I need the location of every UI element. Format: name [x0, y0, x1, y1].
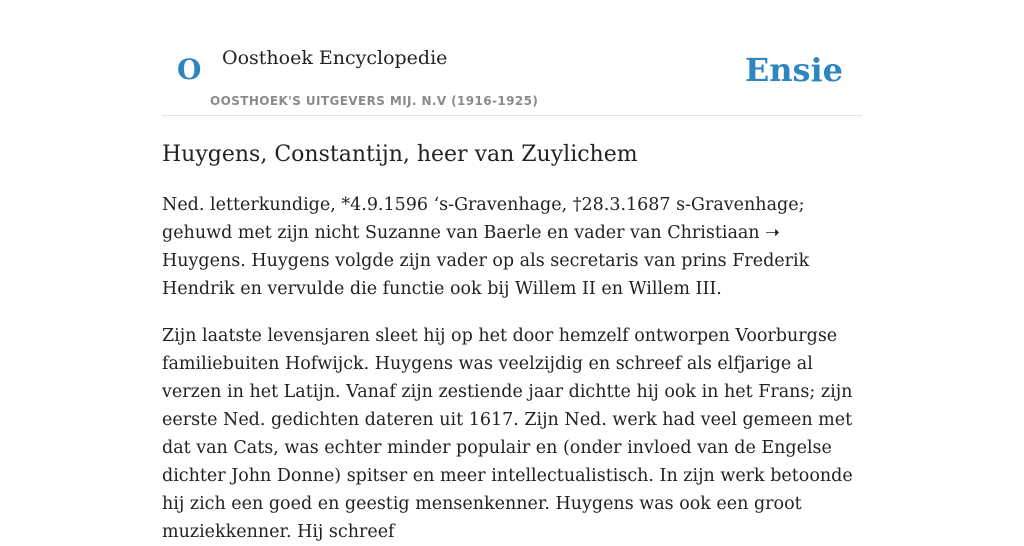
ensie-logo-link[interactable]: Ensie — [744, 51, 843, 89]
paragraph-text: . Huygens volgde zijn vader op als secretaris van prins Frederik Hendrik en vervulde die functie ook bij Willem II en Willem III. — [162, 251, 810, 299]
article — [162, 138, 862, 546]
site-header — [162, 0, 862, 116]
publisher-subtitle: OOSTHOEK'S UITGEVERS MIJ. N.V (1916-1925) — [210, 94, 539, 108]
letter-logo[interactable]: O — [177, 53, 202, 86]
article-title: Huygens, Constantijn, heer van Zuylichem — [162, 142, 638, 167]
crossref-link-huygens[interactable]: ➝ Huygens — [162, 223, 780, 271]
paragraph-text: Ned. letterkundige, *4.9.1596 ‘s-Gravenhage, †28.3.1687 s-Gravenhage; gehuwd met zijn nicht Suzanne van Baerle en vader van Christiaan — [162, 195, 805, 243]
article-paragraph-1 — [162, 191, 862, 303]
site-title-link[interactable]: Oosthoek Encyclopedie — [222, 47, 448, 69]
article-paragraph-2: Zijn laatste levensjaren sleet hij op het door hemzelf ontworpen Voorburgse familiebuiten Hofwijck. Huygens was veelzijdig en schreef als elfjarige al verzen in het Latijn. Vanaf zijn zestiende jaar dichtte hij ook in het Frans; zijn eerste Ned. gedichten dateren uit 1617. Zijn Ned. werk had veel gemeen met dat van Cats, was echter minder populair en (onder invloed van de Engelse dichter John Donne) spitser en meer intellectualistisch. In zijn werk betoonde hij zich een goed en geestig mensenkenner. Huygens was ook een groot muziekkenner. Hij schreef — [162, 326, 853, 542]
